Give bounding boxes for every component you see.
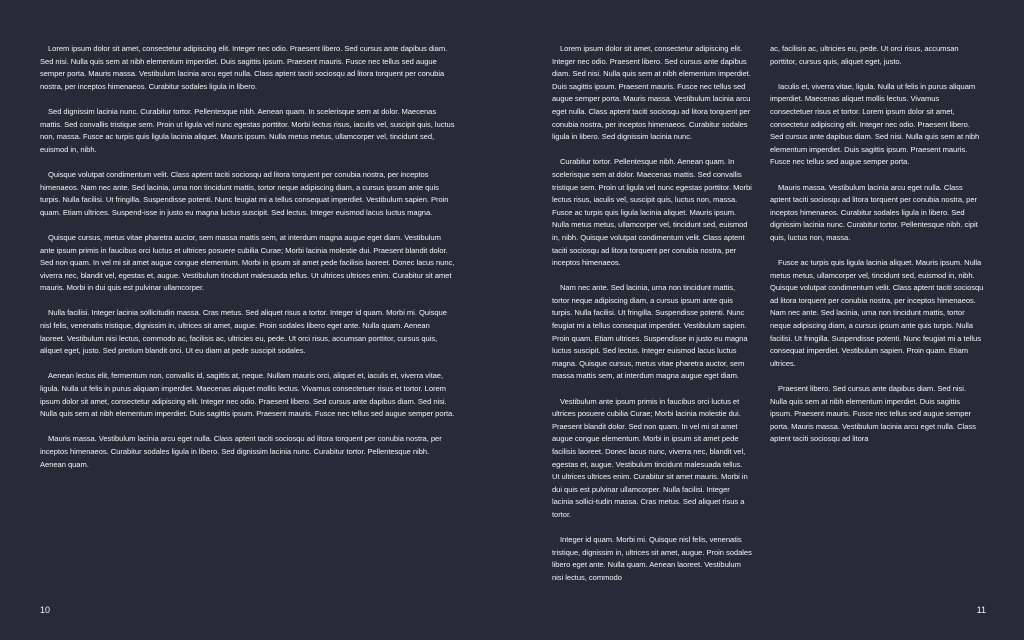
paragraph: Mauris massa. Vestibulum lacinia arcu eget nulla. Class aptent taciti sociosqu ad litora torquent per conubia nostra, per inceptos himenaeos. Curabitur sodales ligula in libero. Sed dignissim lacinia nunc. Curabitur tortor. Pellentesque nibh. cipit quis, luctus non, massa. (770, 182, 978, 242)
paragraph: Iaculis et, viverra vitae, ligula. Nulla ut felis in purus aliquam imperdiet. Maecenas aliquet mollis lectus. Vivamus consectetuer risus et tortor. Lorem ipsum dolor sit amet, consectetur adipiscing elit. Integer nec odio. Praesent libero. Sed cursus ante dapibus diam. Sed nisi. Nulla quis sem at nibh elementum imperdiet. Duis sagittis ipsum. Praesent mauris. Fusce nec tellus sed augue semper porta. (770, 81, 980, 167)
paragraph: Sed dignissim lacinia nunc. Curabitur tortor. Pellentesque nibh. Aenean quam. In scelerisque sem at dolor. Maecenas mattis. Sed convallis tristique sem. Proin ut ligula vel nunc egestas porttitor. Morbi lectus risus, iaculis vel, suscipit quis, luctus non, massa. Fusce ac turpis quis ligula lacinia aliquet. Mauris ipsum. Nulla metus metus, ullamcorper vel, tincidunt sed, euismod in, nibh. (40, 106, 455, 154)
paragraph: Nulla facilisi. Integer lacinia sollicitudin massa. Cras metus. Sed aliquet risus a tortor. Integer id quam. Morbi mi. Quisque nisl felis, venenatis tristique, dignissim in, ultrices sit amet, augue. Proin sodales libero eget ante. Nulla quam. Aenean laoreet. Vestibulum nisi lectus, commodo ac, facilisis ac, ultricies eu, pede. Ut orci risus, accumsan porttitor, cursus quis, aliquet eget, justo. Sed pretium blandit orci. Ut eu diam at pede suscipit sodales. (40, 308, 447, 356)
right-page (512, 0, 1024, 640)
left-page-body (40, 43, 456, 484)
paragraph: ac, facilisis ac, ultricies eu, pede. Ut orci risus, accumsan porttitor, cursus quis, aliquet eget, justo. (770, 44, 959, 66)
paragraph: Quisque cursus, metus vitae pharetra auctor, sem massa mattis sem, at interdum magna augue eget diam. Vestibulum ante ipsum primis in faucibus orci luctus et ultrices posuere cubilia Curae; Morbi lacinia molestie dui. Praesent blandit dolor. Sed non quam. In vel mi sit amet augue congue elementum. Morbi in ipsum sit amet pede facilisis laoreet. Donec lacus nunc, viverra nec, blandit vel, egestas et, augue. Vestibulum tincidunt malesuada tellus. Ut ultrices ultrices enim. Curabitur sit amet mauris. Morbi in dui quis est pulvinar ullamcorper. (40, 232, 455, 293)
paragraph: Integer id quam. Morbi mi. Quisque nisl felis, venenatis tristique, dignissim in, ultrices sit amet, augue. Proin sodales libero eget ante. Nulla quam. Aenean laoreet. Vestibulum nisi lectus, commodo (552, 535, 752, 582)
paragraph: Curabitur tortor. Pellentesque nibh. Aenean quam. In scelerisque sem at dolor. Maecenas mattis. Sed convallis tristique sem. Proin ut ligula vel nunc egestas porttitor. Morbi lectus risus, iaculis vel, suscipit quis, luctus non, massa. Fusce ac turpis quis ligula lacinia aliquet. Mauris ipsum. Nulla metus metus, ullamcorper vel, tincidunt sed, euismod in, nibh. Quisque volutpat condimentum velit. Class aptent taciti sociosqu ad litora torquent per conubia nostra, per inceptos himenaeos. (552, 157, 752, 268)
page-number-right: 11 (976, 605, 986, 615)
paragraph: Mauris massa. Vestibulum lacinia arcu eget nulla. Class aptent taciti sociosqu ad litora torquent per conubia nostra, per inceptos himenaeos. Curabitur sodales ligula in libero. Sed dignissim lacinia nunc. Curabitur tortor. Pellentesque nibh. Aenean quam. (40, 434, 442, 469)
paragraph: Lorem ipsum dolor sit amet, consectetur adipiscing elit. Integer nec odio. Praesent libero. Sed cursus ante dapibus diam. Sed nisi. Nulla quis sem at nibh elementum imperdiet. Duis sagittis ipsum. Praesent mauris. Fusce nec tellus sed augue semper porta. Mauris massa. Vestibulum lacinia arcu eget nulla. Class aptent taciti sociosqu ad litora torquent per conubia nostra, per inceptos himenaeos. Curabitur sodales ligula in libero. Sed dignissim lacinia nunc. (552, 44, 751, 142)
paragraph: Vestibulum ante ipsum primis in faucibus orci luctus et ultrices posuere cubilia Curae; Morbi lacinia molestie dui. Praesent blandit dolor. Sed non quam. In vel mi sit amet augue congue elementum. Morbi in ipsum sit amet pede facilisis laoreet. Donec lacus nunc, viverra nec, blandit vel, egestas et, augue. Vestibulum tincidunt malesuada tellus. Ut ultrices ultrices enim. Curabitur sit amet mauris. Morbi in dui quis est pulvinar ullamcorper. Nulla facilisi. Integer lacinia sollici-tudin massa. Cras metus. Sed aliquet risus a tortor. (552, 396, 748, 519)
paragraph: Praesent libero. Sed cursus ante dapibus diam. Sed nisi. Nulla quis sem at nibh elementum imperdiet. Duis sagittis ipsum. Praesent mauris. Fusce nec tellus sed augue semper porta. Mauris massa. Vestibulum lacinia arcu eget nulla. Class aptent taciti sociosqu ad litora (770, 384, 976, 444)
paragraph: Quisque volutpat condimentum velit. Class aptent taciti sociosqu ad litora torquent per conubia nostra, per inceptos himenaeos. Nam nec ante. Sed lacinia, urna non tincidunt mattis, tortor neque adipiscing diam, a cursus ipsum ante quis turpis. Nulla facilisi. Ut fringilla. Suspendisse potenti. Nunc feugiat mi a tellus consequat imperdiet. Vestibulum sapien. Proin quam. Etiam ultrices. Suspend-isse in justo eu magna luctus suscipit. Sed lectus. Integer euismod lacus luctus magna. (40, 169, 449, 217)
paragraph: Fusce ac turpis quis ligula lacinia aliquet. Mauris ipsum. Nulla metus metus, ullamcorper vel, tincidunt sed, euismod in, nibh. Quisque volutpat condimentum velit. Class aptent taciti sociosqu ad litora torquent per conubia nostra, per inceptos himenaeos. Nam nec ante. Sed lacinia, urna non tincidunt mattis, tortor neque adipiscing diam, a cursus ipsum ante quis turpis. Nulla facilisi. Ut fringilla. Suspendisse potenti. Nunc feugiat mi a tellus consequat imperdiet. Vestibulum sapien. Proin quam. Etiam ultrices. (770, 258, 984, 368)
paragraph: Aenean lectus elit, fermentum non, convallis id, sagittis at, neque. Nullam mauris orci, aliquet et, iaculis et, viverra vitae, ligula. Nulla ut felis in purus aliquam imperdiet. Maecenas aliquet mollis lectus. Vivamus consectetuer risus et tortor. Lorem ipsum dolor sit amet, consectetur adipiscing elit. Integer nec odio. Praesent libero. Sed cursus ante dapibus diam. Sed nisi. Nulla quis sem at nibh elementum imperdiet. Duis sagittis ipsum. Praesent mauris. Fusce nec tellus sed augue semper porta. (40, 371, 455, 419)
paragraph: Nam nec ante. Sed lacinia, urna non tincidunt mattis, tortor neque adipiscing diam, a cursus ipsum ante quis turpis. Nulla facilisi. Ut fringilla. Suspendisse potenti. Nunc feugiat mi a tellus consequat imperdiet. Vestibulum sapien. Proin quam. Etiam ultrices. Suspendisse in justo eu magna luctus suscipit. Sed lectus. Integer euismod lacus luctus magna. Quisque cursus, metus vitae pharetra auctor, sem massa mattis sem, at interdum magna augue eget diam. (552, 283, 748, 381)
right-page-column-1 (552, 43, 752, 597)
right-page-column-2 (770, 43, 984, 459)
page-number-left: 10 (40, 605, 51, 615)
paragraph: Lorem ipsum dolor sit amet, consectetur adipiscing elit. Integer nec odio. Praesent libero. Sed cursus ante dapibus diam. Sed nisi. Nulla quis sem at nibh elementum imperdiet. Duis sagittis ipsum. Praesent mauris. Fusce nec tellus sed augue semper porta. Mauris massa. Vestibulum lacinia arcu eget nulla. Class aptent taciti sociosqu ad litora torquent per conubia nostra, per inceptos himenaeos. Curabitur sodales ligula in libero. (40, 44, 448, 91)
